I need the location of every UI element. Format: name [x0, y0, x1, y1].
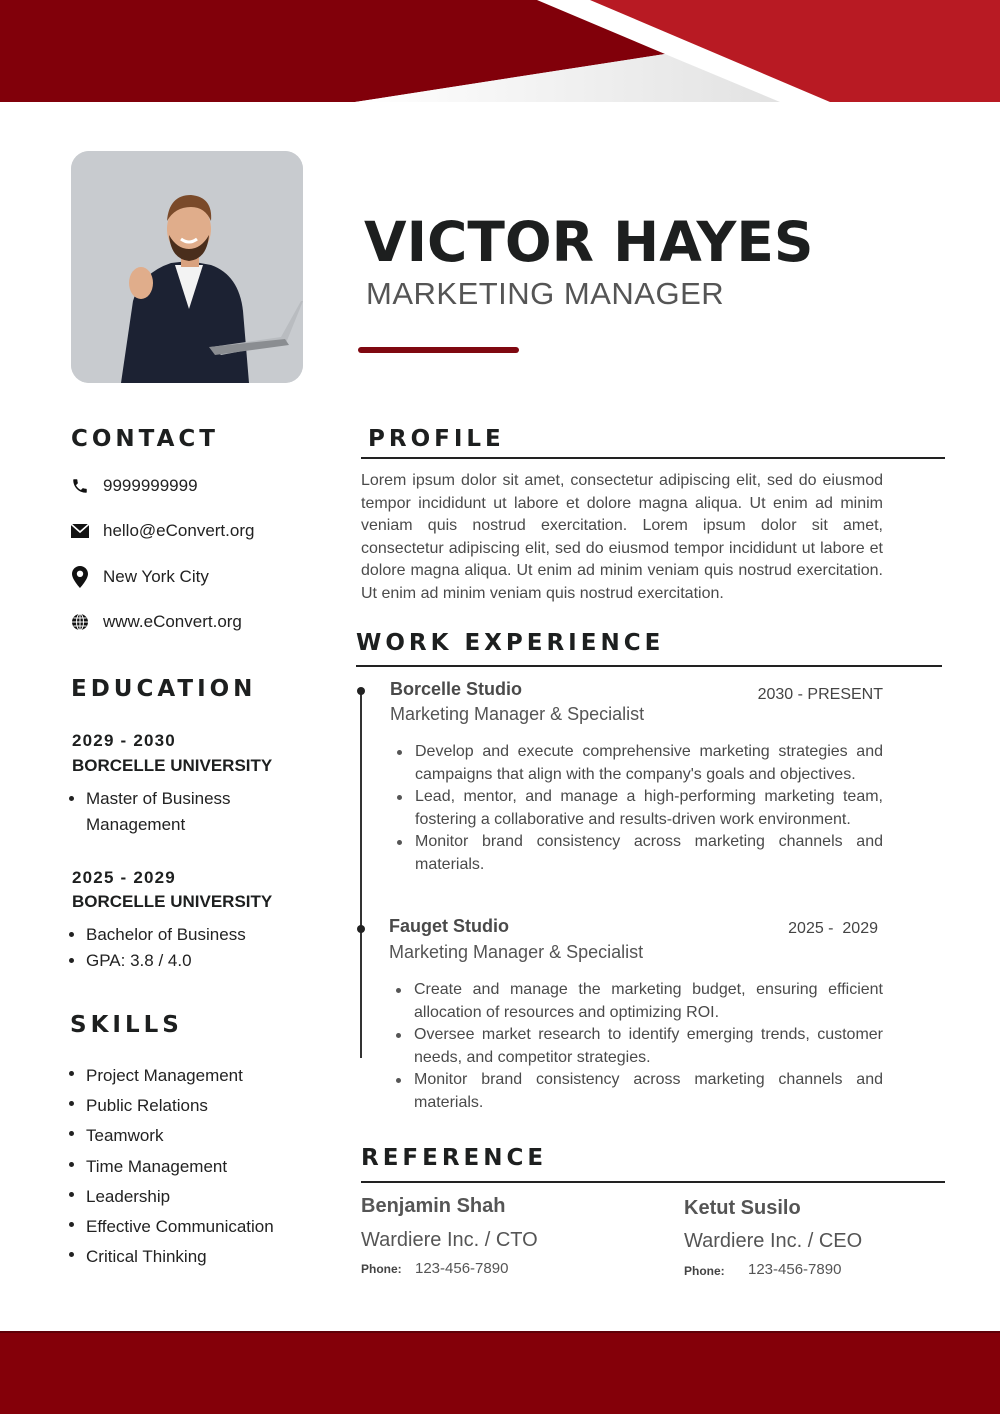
contact-email-value[interactable]: hello@eConvert.org	[103, 521, 255, 540]
skill-item: Critical Thinking	[66, 1242, 326, 1272]
reference-name: Ketut Susilo	[684, 1197, 801, 1219]
job-responsibility: Create and manage the marketing budget, ensuring efficient allocation of resources and optimizing ROI.	[389, 979, 883, 1024]
contact-email	[70, 519, 255, 543]
job-responsibilities	[390, 741, 883, 877]
education-years: 2029 - 2030	[72, 731, 176, 750]
job-responsibility: Lead, mentor, and manage a high-performing marketing team, fostering a collaborative and results-driven work environment.	[390, 786, 883, 831]
reference-name: Benjamin Shah	[361, 1195, 506, 1217]
skill-item: Public Relations	[66, 1091, 326, 1121]
profile-photo	[71, 151, 303, 383]
education-heading: EDUCATION	[71, 676, 257, 702]
profile-divider	[361, 457, 945, 459]
contact-location-value: New York City	[103, 567, 209, 586]
job-responsibility: Oversee market research to identify emerging trends, customer needs, and competitor strategies.	[389, 1024, 883, 1069]
education-years: 2025 - 2029	[72, 868, 176, 887]
skill-item: Time Management	[66, 1152, 326, 1182]
job-title: MARKETING MANAGER	[366, 276, 725, 311]
skill-item: Project Management	[66, 1061, 326, 1091]
skills-list	[66, 1061, 326, 1272]
education-details	[66, 786, 266, 838]
title-accent-bar	[358, 347, 519, 353]
job-company: Borcelle Studio	[390, 679, 523, 699]
education-detail: Master of Business Management	[66, 786, 266, 838]
phone-icon	[70, 476, 90, 496]
contact-heading: CONTACT	[71, 426, 219, 452]
job-role: Marketing Manager & Specialist	[390, 704, 645, 724]
job-dates: 2030 - PRESENT	[757, 686, 883, 703]
footer-banner	[0, 1331, 1000, 1414]
education-detail: Bachelor of Business	[66, 922, 306, 948]
job-dates: 2025 - 2029	[788, 920, 878, 937]
mail-icon	[70, 521, 90, 541]
job-company: Fauget Studio	[389, 916, 509, 936]
timeline-dot	[357, 925, 365, 933]
skills-heading: SKILLS	[70, 1012, 183, 1038]
reference-phone: 123-456-7890	[415, 1260, 509, 1277]
work-divider	[356, 665, 942, 667]
candidate-name: VICTOR HAYES	[364, 210, 814, 274]
reference-divider	[361, 1181, 945, 1183]
header-banner	[0, 0, 1000, 102]
job-responsibility: Develop and execute comprehensive marketing strategies and campaigns that align with the company's goals and objectives.	[390, 741, 883, 786]
contact-phone-value: 9999999999	[103, 476, 198, 495]
education-details	[66, 922, 306, 974]
profile-heading: PROFILE	[368, 426, 505, 452]
education-detail: GPA: 3.8 / 4.0	[66, 948, 306, 974]
contact-website-value[interactable]: www.eConvert.org	[103, 612, 242, 631]
education-school: BORCELLE UNIVERSITY	[72, 756, 273, 775]
profile-text: Lorem ipsum dolor sit amet, consectetur adipiscing elit, sed do eiusmod tempor incididunt ut labore et dolore magna aliqua. Ut enim ad minim veniam quis nostrud exercitation. Lorem ipsum dolor sit amet, consectetur adipiscing elit, sed do eiusmod tempor incididunt ut labore et dolore magna aliqua. Ut enim ad minim veniam quis nostrud exercitation. Ut enim ad minim veniam quis nostrud exercitation.	[361, 472, 883, 602]
timeline-line	[360, 690, 362, 1058]
job-responsibilities	[389, 979, 883, 1115]
job-role: Marketing Manager & Specialist	[389, 942, 644, 962]
reference-phone-label: Phone:	[361, 1262, 402, 1276]
timeline-dot	[357, 687, 365, 695]
reference-heading: REFERENCE	[361, 1145, 548, 1171]
reference-organization: Wardiere Inc. / CTO	[361, 1229, 538, 1251]
skill-item: Leadership	[66, 1182, 326, 1212]
skill-item: Effective Communication	[66, 1212, 326, 1242]
job-responsibility: Monitor brand consistency across marketing channels and materials.	[389, 1069, 883, 1114]
globe-icon	[70, 612, 90, 632]
education-school: BORCELLE UNIVERSITY	[72, 892, 273, 911]
work-experience-heading: WORK EXPERIENCE	[356, 630, 665, 656]
contact-phone	[70, 474, 198, 498]
skill-item: Teamwork	[66, 1121, 326, 1151]
reference-organization: Wardiere Inc. / CEO	[684, 1230, 863, 1252]
job-responsibility: Monitor brand consistency across marketing channels and materials.	[390, 831, 883, 876]
reference-phone-label: Phone:	[684, 1264, 725, 1278]
person-portrait-icon	[71, 151, 303, 383]
contact-website	[70, 610, 242, 634]
reference-phone: 123-456-7890	[748, 1261, 842, 1278]
contact-location	[70, 565, 209, 589]
location-pin-icon	[70, 567, 90, 587]
